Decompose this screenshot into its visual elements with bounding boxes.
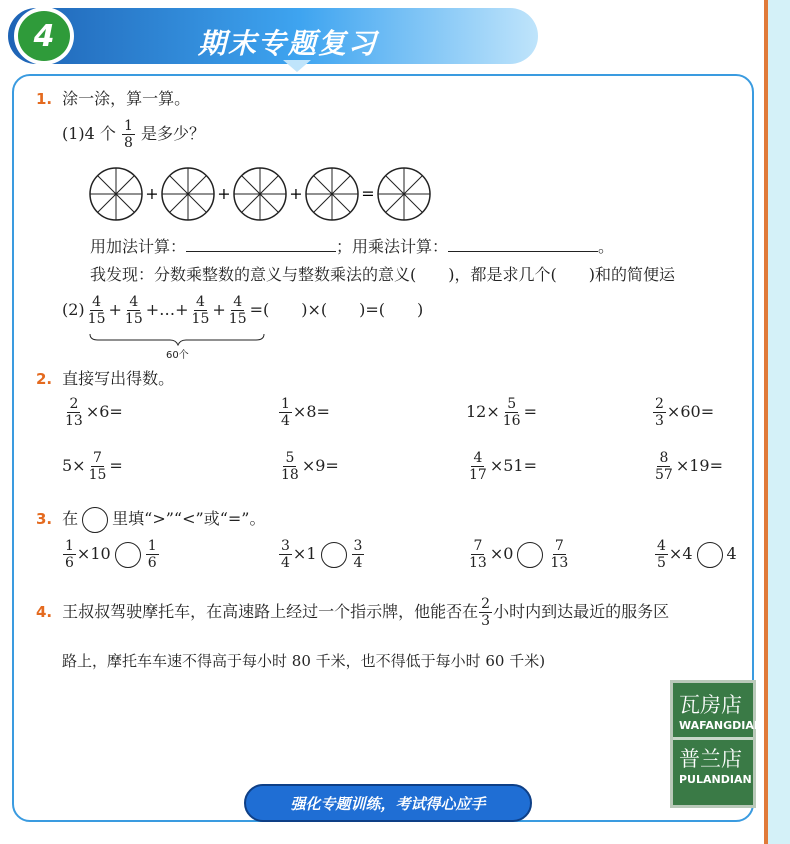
q2-item: $\frac{4}{17}$ ×51= [469, 450, 537, 483]
fraction: $\frac{2}{13}$ [65, 396, 83, 429]
sign-city-2-en: PULANDIAN [679, 773, 752, 786]
plus-sign: + [145, 184, 159, 203]
fraction: $\frac{1}{6}$ [147, 538, 157, 571]
plus-sign: + [289, 184, 303, 203]
fraction: $\frac{2}{3}$ [655, 396, 664, 429]
mul-answer-blank[interactable] [448, 251, 598, 252]
equals-sign: = [361, 184, 375, 203]
q1-calc-line: 用加法计算： ；用乘法计算： 。 [90, 237, 615, 256]
fraction: $\frac{4}{15}$ [124, 294, 143, 327]
q4-line1: 4. 王叔叔驾驶摩托车，在高速路上经过一个指示牌，他能否在 $\frac{2}{3}$ 小时内到达最近的服务区 [36, 596, 670, 629]
add-answer-blank[interactable] [186, 251, 336, 252]
fraction: $\frac{3}{4}$ [353, 538, 363, 571]
q3-item: $\frac{3}{4}$ ×1 $\frac{3}{4}$ [281, 538, 363, 571]
fraction-circles [86, 163, 436, 225]
page-title: 期末专题复习 [198, 27, 379, 60]
fraction: $\frac{4}{15}$ [191, 294, 210, 327]
q2-title: 直接写出得数。 [62, 369, 175, 388]
q4-number: 4. [36, 603, 53, 621]
q2-number: 2. [36, 370, 53, 388]
fraction: $\frac{1}{8}$ [124, 118, 133, 151]
road-sign [670, 680, 764, 808]
q2-item: 12× $\frac{5}{16}$ = [466, 396, 537, 429]
q4-line2: 路上，摩托车车速不得高于每小时 80 千米，也不得低于每小时 60 千米) [62, 652, 546, 670]
fraction: $\frac{7}{13}$ [550, 538, 569, 571]
sign-city-2: 普兰店 [679, 747, 742, 771]
q1-number: 1. [36, 90, 53, 108]
header-banner [8, 8, 538, 64]
q2-item: 5× $\frac{7}{15}$ = [62, 450, 123, 483]
q3-number: 3. [36, 510, 53, 528]
fraction: $\frac{8}{57}$ [655, 450, 673, 483]
compare-circle[interactable] [115, 542, 141, 568]
circle-symbol [82, 507, 108, 533]
sign-divider [673, 737, 753, 740]
q3-item: $\frac{4}{5}$ ×4 4 [657, 538, 737, 571]
q2-item: $\frac{8}{57}$ ×19= [655, 450, 723, 483]
footer-slogan: 强化专题训练，考试得心应手 [244, 784, 532, 822]
compare-circle[interactable] [321, 542, 347, 568]
fraction: $\frac{4}{15}$ [87, 294, 106, 327]
compare-circle[interactable] [697, 542, 723, 568]
q1-part2: (2) $\frac{4}{15}$ + $\frac{4}{15}$ +…+ $\frac{4}{15}$ + $\frac{4}{15}$ =( )×( )=( ) [62, 294, 424, 327]
fraction: $\frac{3}{4}$ [281, 538, 290, 571]
chapter-number-badge: 4 [14, 7, 74, 65]
q1-part1-prefix: (1)4 个 [62, 124, 116, 143]
q2-item: $\frac{1}{4}$ ×8= [281, 396, 330, 429]
q1-title: 涂一涂，算一算。 [62, 89, 191, 108]
plus-sign: + [217, 184, 231, 203]
mul-label: ；用乘法计算： [336, 237, 449, 256]
q1-heading [36, 86, 190, 109]
fraction: $\frac{4}{15}$ [228, 294, 247, 327]
fraction: $\frac{5}{18}$ [281, 450, 299, 483]
add-label: 用加法计算： [90, 237, 187, 256]
q2-item: $\frac{2}{13}$ ×6= [65, 396, 123, 429]
q3-item: $\frac{1}{6}$ ×10 $\frac{1}{6}$ [65, 538, 157, 571]
header-notch [283, 60, 311, 72]
q2-item: $\frac{2}{3}$ ×60= [655, 396, 715, 429]
q1-discovery: 我发现：分数乘整数的意义与整数乘法的意义( )，都是求几个( )和的简便运 [90, 265, 675, 284]
sign-city-1-en: WAFANGDIAN [679, 719, 764, 732]
fraction: $\frac{4}{5}$ [657, 538, 666, 571]
fraction: $\frac{7}{13}$ [469, 538, 487, 571]
brace [88, 332, 268, 346]
q1-part1 [62, 118, 205, 151]
fraction: $\frac{5}{16}$ [502, 396, 521, 429]
fraction: $\frac{1}{6}$ [65, 538, 74, 571]
compare-circle[interactable] [517, 542, 543, 568]
sign-city-1: 瓦房店 [679, 693, 742, 717]
q1-part1-suffix: 是多少？ [141, 124, 206, 143]
fraction: $\frac{7}{15}$ [88, 450, 107, 483]
q3-heading: 3. 在 里填“>”“<”或“=”。 [36, 506, 265, 533]
fraction: $\frac{1}{4}$ [281, 396, 290, 429]
margin-strip [768, 0, 790, 844]
q2-item: $\frac{5}{18}$ ×9= [281, 450, 339, 483]
brace-label: 60个 [166, 350, 189, 361]
fraction: $\frac{4}{17}$ [469, 450, 487, 483]
q3-item: $\frac{7}{13}$ ×0 $\frac{7}{13}$ [469, 538, 569, 571]
q2-heading [36, 366, 174, 389]
fraction: $\frac{2}{3}$ [481, 596, 491, 629]
